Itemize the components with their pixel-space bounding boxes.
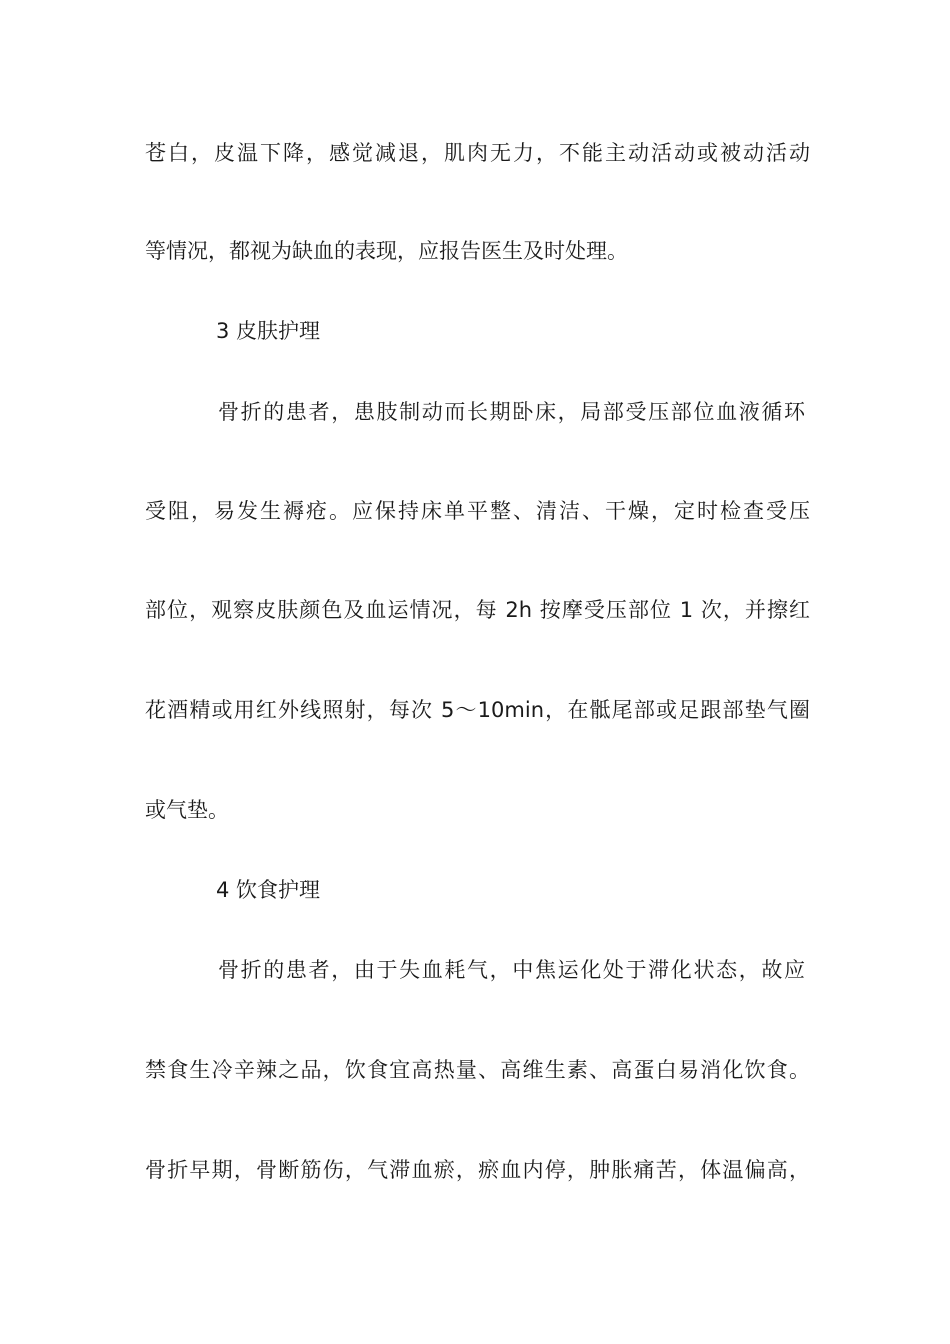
paragraph-line: 或气垫。 <box>145 798 229 822</box>
section-heading-diet-care: 4 饮食护理 <box>216 878 321 902</box>
paragraph-line: 部位，观察皮肤颜色及血运情况，每 2h 按摩受压部位 1 次，并擦红 <box>145 598 810 622</box>
paragraph-line: 等情况，都视为缺血的表现，应报告医生及时处理。 <box>145 239 628 263</box>
paragraph-line: 骨折早期，骨断筋伤，气滞血瘀，瘀血内停，肿胀痛苦，体温偏高， <box>145 1158 810 1182</box>
paragraph-line: 花酒精或用红外线照射，每次 5～10min，在骶尾部或足跟部垫气圈 <box>145 698 810 722</box>
paragraph-line: 骨折的患者，患肢制动而长期卧床，局部受压部位血液循环 <box>218 400 805 424</box>
paragraph-line: 受阻，易发生褥疮。应保持床单平整、清洁、干燥，定时检查受压 <box>145 499 810 523</box>
paragraph-line: 禁食生冷辛辣之品，饮食宜高热量、高维生素、高蛋白易消化饮食。 <box>145 1058 810 1082</box>
paragraph-line: 骨折的患者，由于失血耗气，中焦运化处于滞化状态，故应 <box>218 958 805 982</box>
section-heading-skin-care: 3 皮肤护理 <box>216 319 321 343</box>
paragraph-line: 苍白，皮温下降，感觉减退，肌肉无力，不能主动活动或被动活动 <box>145 141 810 165</box>
